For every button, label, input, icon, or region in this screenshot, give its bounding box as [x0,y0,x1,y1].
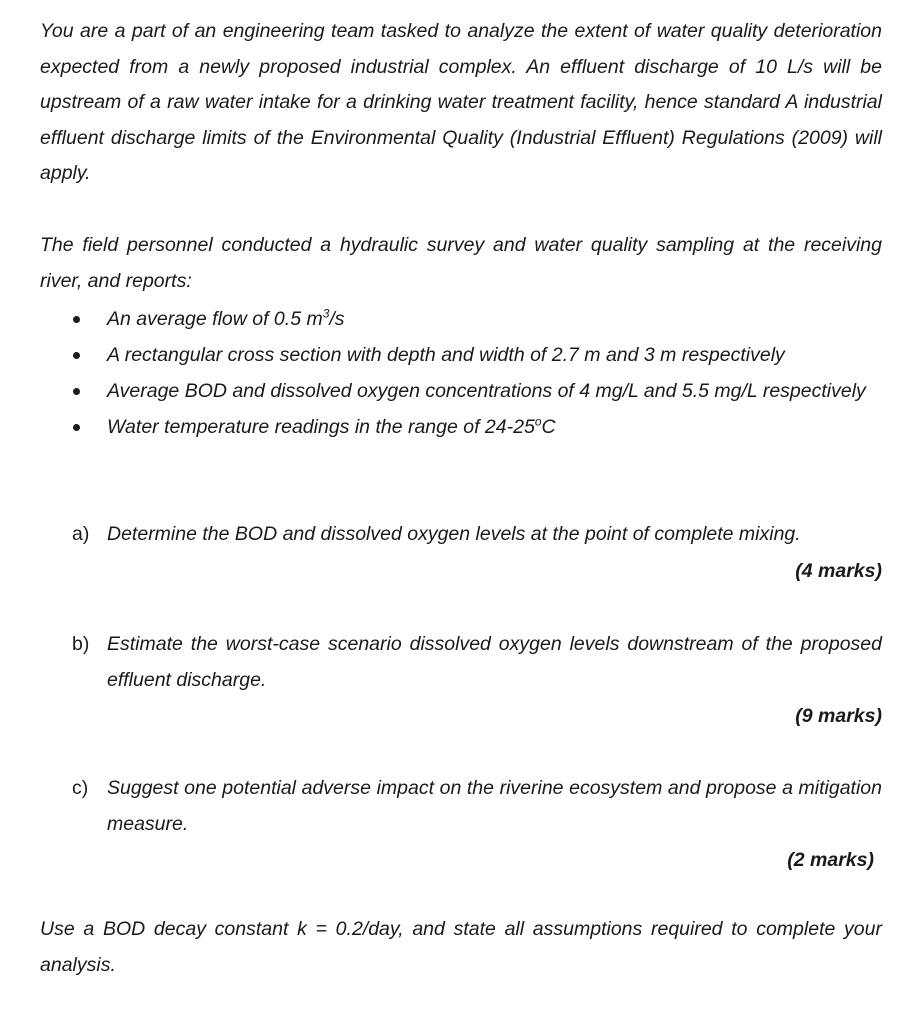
marks-label: (2 marks) [787,849,874,871]
list-item: A rectangular cross section with depth and width of 2.7 m and 3 m respectively [40,337,882,373]
bullet-icon [73,352,80,359]
marks-label: (9 marks) [795,705,882,727]
question-text: Estimate the worst-case scenario dissolved oxygen levels downstream of the proposed effluent discharge. [107,633,882,691]
question-a [72,517,882,589]
survey-findings-list [40,301,882,445]
list-item: Average BOD and dissolved oxygen concentrations of 4 mg/L and 5.5 mg/L respectively [40,373,882,409]
list-item: Water temperature readings in the range of 24-25$^o$C [40,409,882,445]
question-b [72,627,882,735]
intro-paragraph: You are a part of an engineering team tasked to analyze the extent of water quality deterioration expected from a newly proposed industrial complex. An effluent discharge of 10 L/s will be upstream of a raw water intake for a drinking water treatment facility, hence standard A industrial effluent discharge limits of the Environmental Quality (Industrial Effluent) Regulations (2009) will apply. [40,20,882,184]
list-item: An average flow of 0.5 $m^3/s$ [40,301,882,337]
bullet-icon [73,424,80,431]
closing-paragraph: Use a BOD decay constant k = 0.2/day, and state all assumptions required to complete your analysis. [40,918,882,976]
question-text: Determine the BOD and dissolved oxygen levels at the point of complete mixing. [107,523,801,545]
survey-intro-paragraph: The field personnel conducted a hydraulic survey and water quality sampling at the receiving river, and reports: [40,234,882,292]
question-letter: c) [72,777,89,799]
bullet-icon [73,388,80,395]
question-c [72,771,882,879]
question-text: Suggest one potential adverse impact on the riverine ecosystem and propose a mitigation measure. [107,777,882,835]
question-letter: a) [72,523,90,545]
question-letter: b) [72,633,90,655]
bullet-icon [73,316,80,323]
marks-label: (4 marks) [795,559,882,582]
